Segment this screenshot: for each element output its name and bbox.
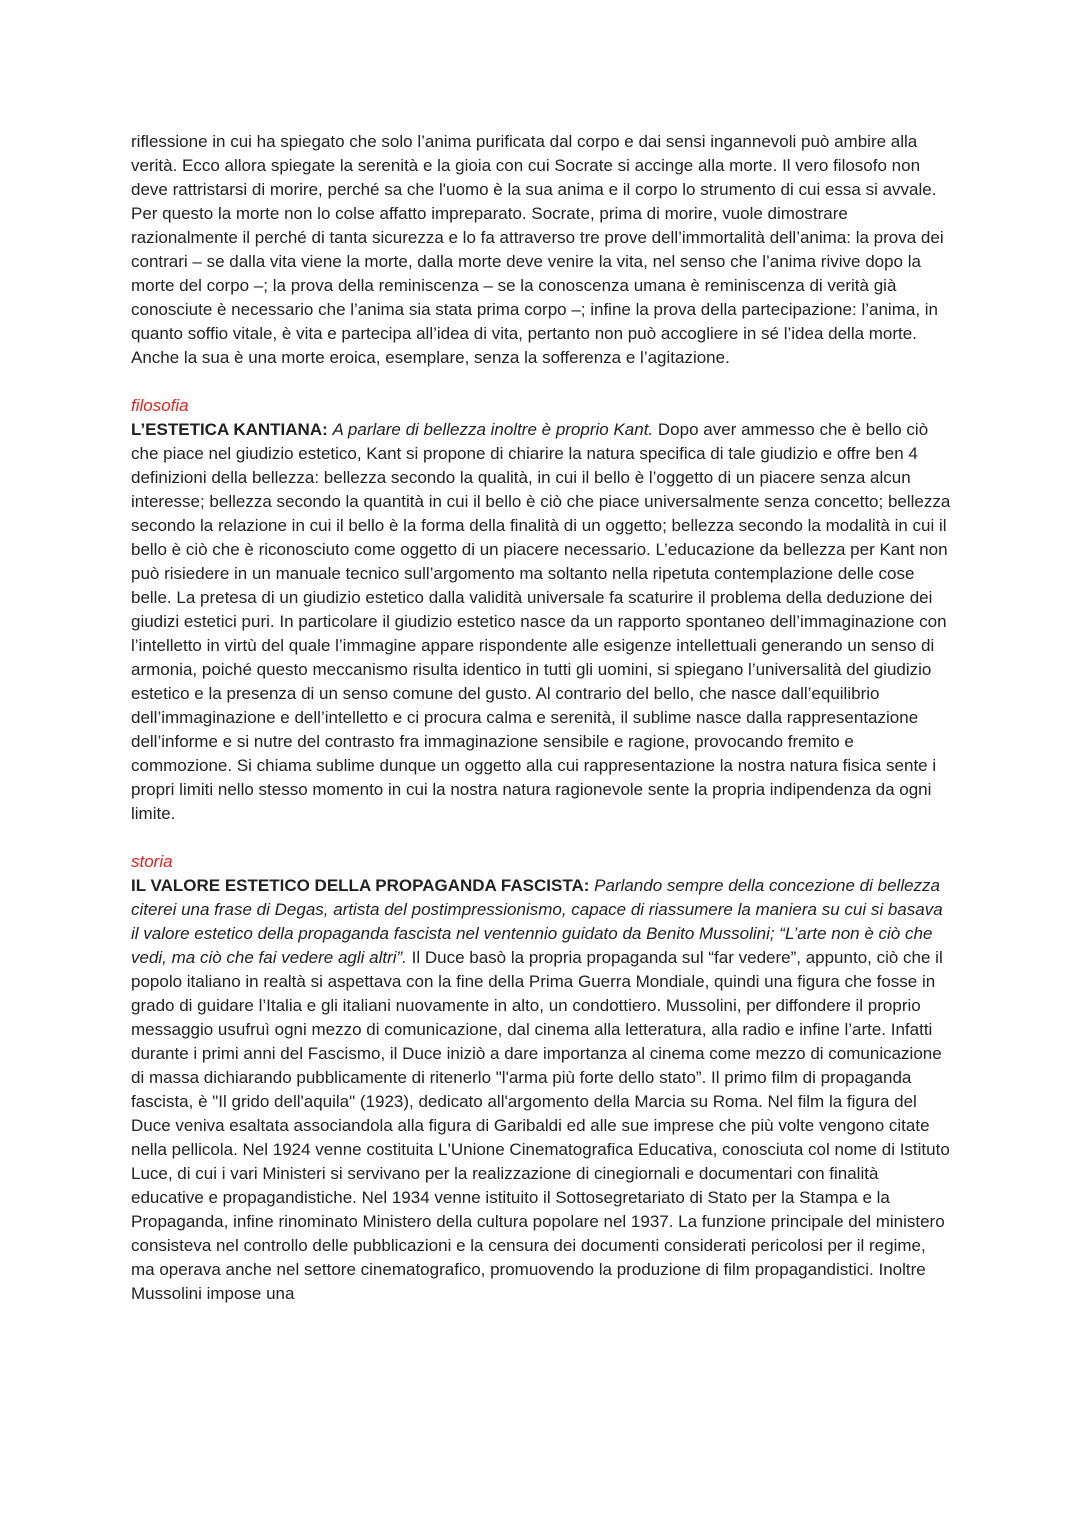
document-page bbox=[131, 130, 953, 1306]
subject-label-storia: storia bbox=[131, 852, 173, 871]
body-text-kant: Dopo aver ammesso che è bello ciò che piace nel giudizio estetico, Kant si propone di chiarire la natura specifica di tale giudizio e offre ben 4 definizioni della bellezza: bellezza secondo la qualità, in cui il bello è l’oggetto di un piacere senza alcun interesse; bellezza secondo la quantità in cui il bello è ciò che piace universalmente senza concetto; bellezza secondo la relazione in cui il bello è la forma della finalità di un oggetto; bellezza secondo la modalità in cui il bello è ciò che è riconosciuto come oggetto di un piacere necessario. L’educazione da bellezza per Kant non può risiedere in un manuale tecnico sull’argomento ma soltanto nella ripetuta contemplazione delle cose belle. La pretesa di un giudizio estetico dalla validità universale fa scaturire il problema della deduzione dei giudizi estetici puri. In particolare il giudizio estetico nasce da un rapporto spontaneo dell’immaginazione con l’intelletto in virtù del quale l’immagine appare rispondente alle esigenze intellettuali generando un senso di armonia, poiché questo meccanismo risulta identico in tutti gli uomini, si spiegano l’universalità del giudizio estetico e la presenza di un senso comune del gusto. Al contrario del bello, che nasce dall’equilibrio dell’immaginazione e dell’intelletto e ci procura calma e serenità, il sublime nasce dalla rappresentazione dell’informe e si nutre del contrasto fra immaginazione sensibile e ragione, provocando fremito e commozione. Si chiama sublime dunque un oggetto alla cui rappresentazione la nostra natura fisica sente i propri limiti nello stesso momento in cui la nostra natura ragionevole sente la propria indipendenza da ogni limite. bbox=[131, 420, 951, 823]
subject-label-filosofia: filosofia bbox=[131, 396, 189, 415]
storia-paragraph bbox=[131, 874, 953, 1306]
filosofia-paragraph bbox=[131, 418, 953, 826]
italic-lead-propaganda: Parlando sempre della concezione di bellezza citerei una frase di Degas, artista del postimpressionismo, capace di riassumere la maniera su cui si basava il valore estetico della propaganda fascista nel ventennio guidato da Benito Mussolini; “L’arte non è ciò che vedi, ma ciò che fai vedere agli altri”. bbox=[131, 876, 943, 967]
section-heading-kant: L’ESTETICA KANTIANA: bbox=[131, 420, 328, 439]
section-heading-propaganda: IL VALORE ESTETICO DELLA PROPAGANDA FASCISTA: bbox=[131, 876, 590, 895]
intro-paragraph: riflessione in cui ha spiegato che solo l’anima purificata dal corpo e dai sensi ingannevoli può ambire alla verità. Ecco allora spiegate la serenità e la gioia con cui Socrate si accinge alla morte. Il vero filosofo non deve rattristarsi di morire, perché sa che l'uomo è la sua anima e il corpo lo strumento di cui essa si avvale. Per questo la morte non lo colse affatto impreparato. Socrate, prima di morire, vuole dimostrare razionalmente il perché di tanta sicurezza e lo fa attraverso tre prove dell’immortalità dell’anima: la prova dei contrari – se dalla vita viene la morte, dalla morte deve venire la vita, nel senso che l’anima rivive dopo la morte del corpo –; la prova della reminiscenza – se la conoscenza umana è reminiscenza di verità già conosciute è necessario che l’anima sia stata prima corpo –; infine la prova della partecipazione: l’anima, in quanto soffio vitale, è vita e partecipa all’idea di vita, pertanto non può accogliere in sé l’idea della morte. Anche la sua è una morte eroica, esemplare, senza la sofferenza e l’agitazione. bbox=[131, 132, 944, 367]
italic-lead-kant: A parlare di bellezza inoltre è proprio Kant. bbox=[332, 420, 654, 439]
section-storia bbox=[131, 850, 953, 1306]
body-text-propaganda: Il Duce basò la propria propaganda sul “far vedere”, appunto, ciò che il popolo italiano in realtà si aspettava con la fine della Prima Guerra Mondiale, quindi una figura che fosse in grado di guidare l’Italia e gli italiani nuovamente in alto, un condottiero. Mussolini, per diffondere il proprio messaggio usufruì ogni mezzo di comunicazione, dal cinema alla letteratura, alla radio e infine l’arte. Infatti durante i primi anni del Fascismo, il Duce iniziò a dare importanza al cinema come mezzo di comunicazione di massa dichiarando pubblicamente di ritenerlo "l'arma più forte dello stato”. Il primo film di propaganda fascista, è "Il grido dell'aquila" (1923), dedicato all'argomento della Marcia su Roma. Nel film la figura del Duce veniva esaltata associandola alla figura di Garibaldi ed alle sue imprese che più volte vengono citate nella pellicola. Nel 1924 venne costituita L'Unione Cinematografica Educativa, conosciuta col nome di Istituto Luce, di cui i vari Ministeri si servivano per la realizzazione di cinegiornali e documentari con finalità educative e propagandistiche. Nel 1934 venne istituito il Sottosegretariato di Stato per la Stampa e la Propaganda, infine rinominato Ministero della cultura popolare nel 1937. La funzione principale del ministero consisteva nel controllo delle pubblicazioni e la censura dei documenti considerati pericolosi per il regime, ma operava anche nel settore cinematografico, promuovendo la produzione di film propagandistici. Inoltre Mussolini impose una bbox=[131, 948, 950, 1303]
section-filosofia bbox=[131, 394, 953, 826]
